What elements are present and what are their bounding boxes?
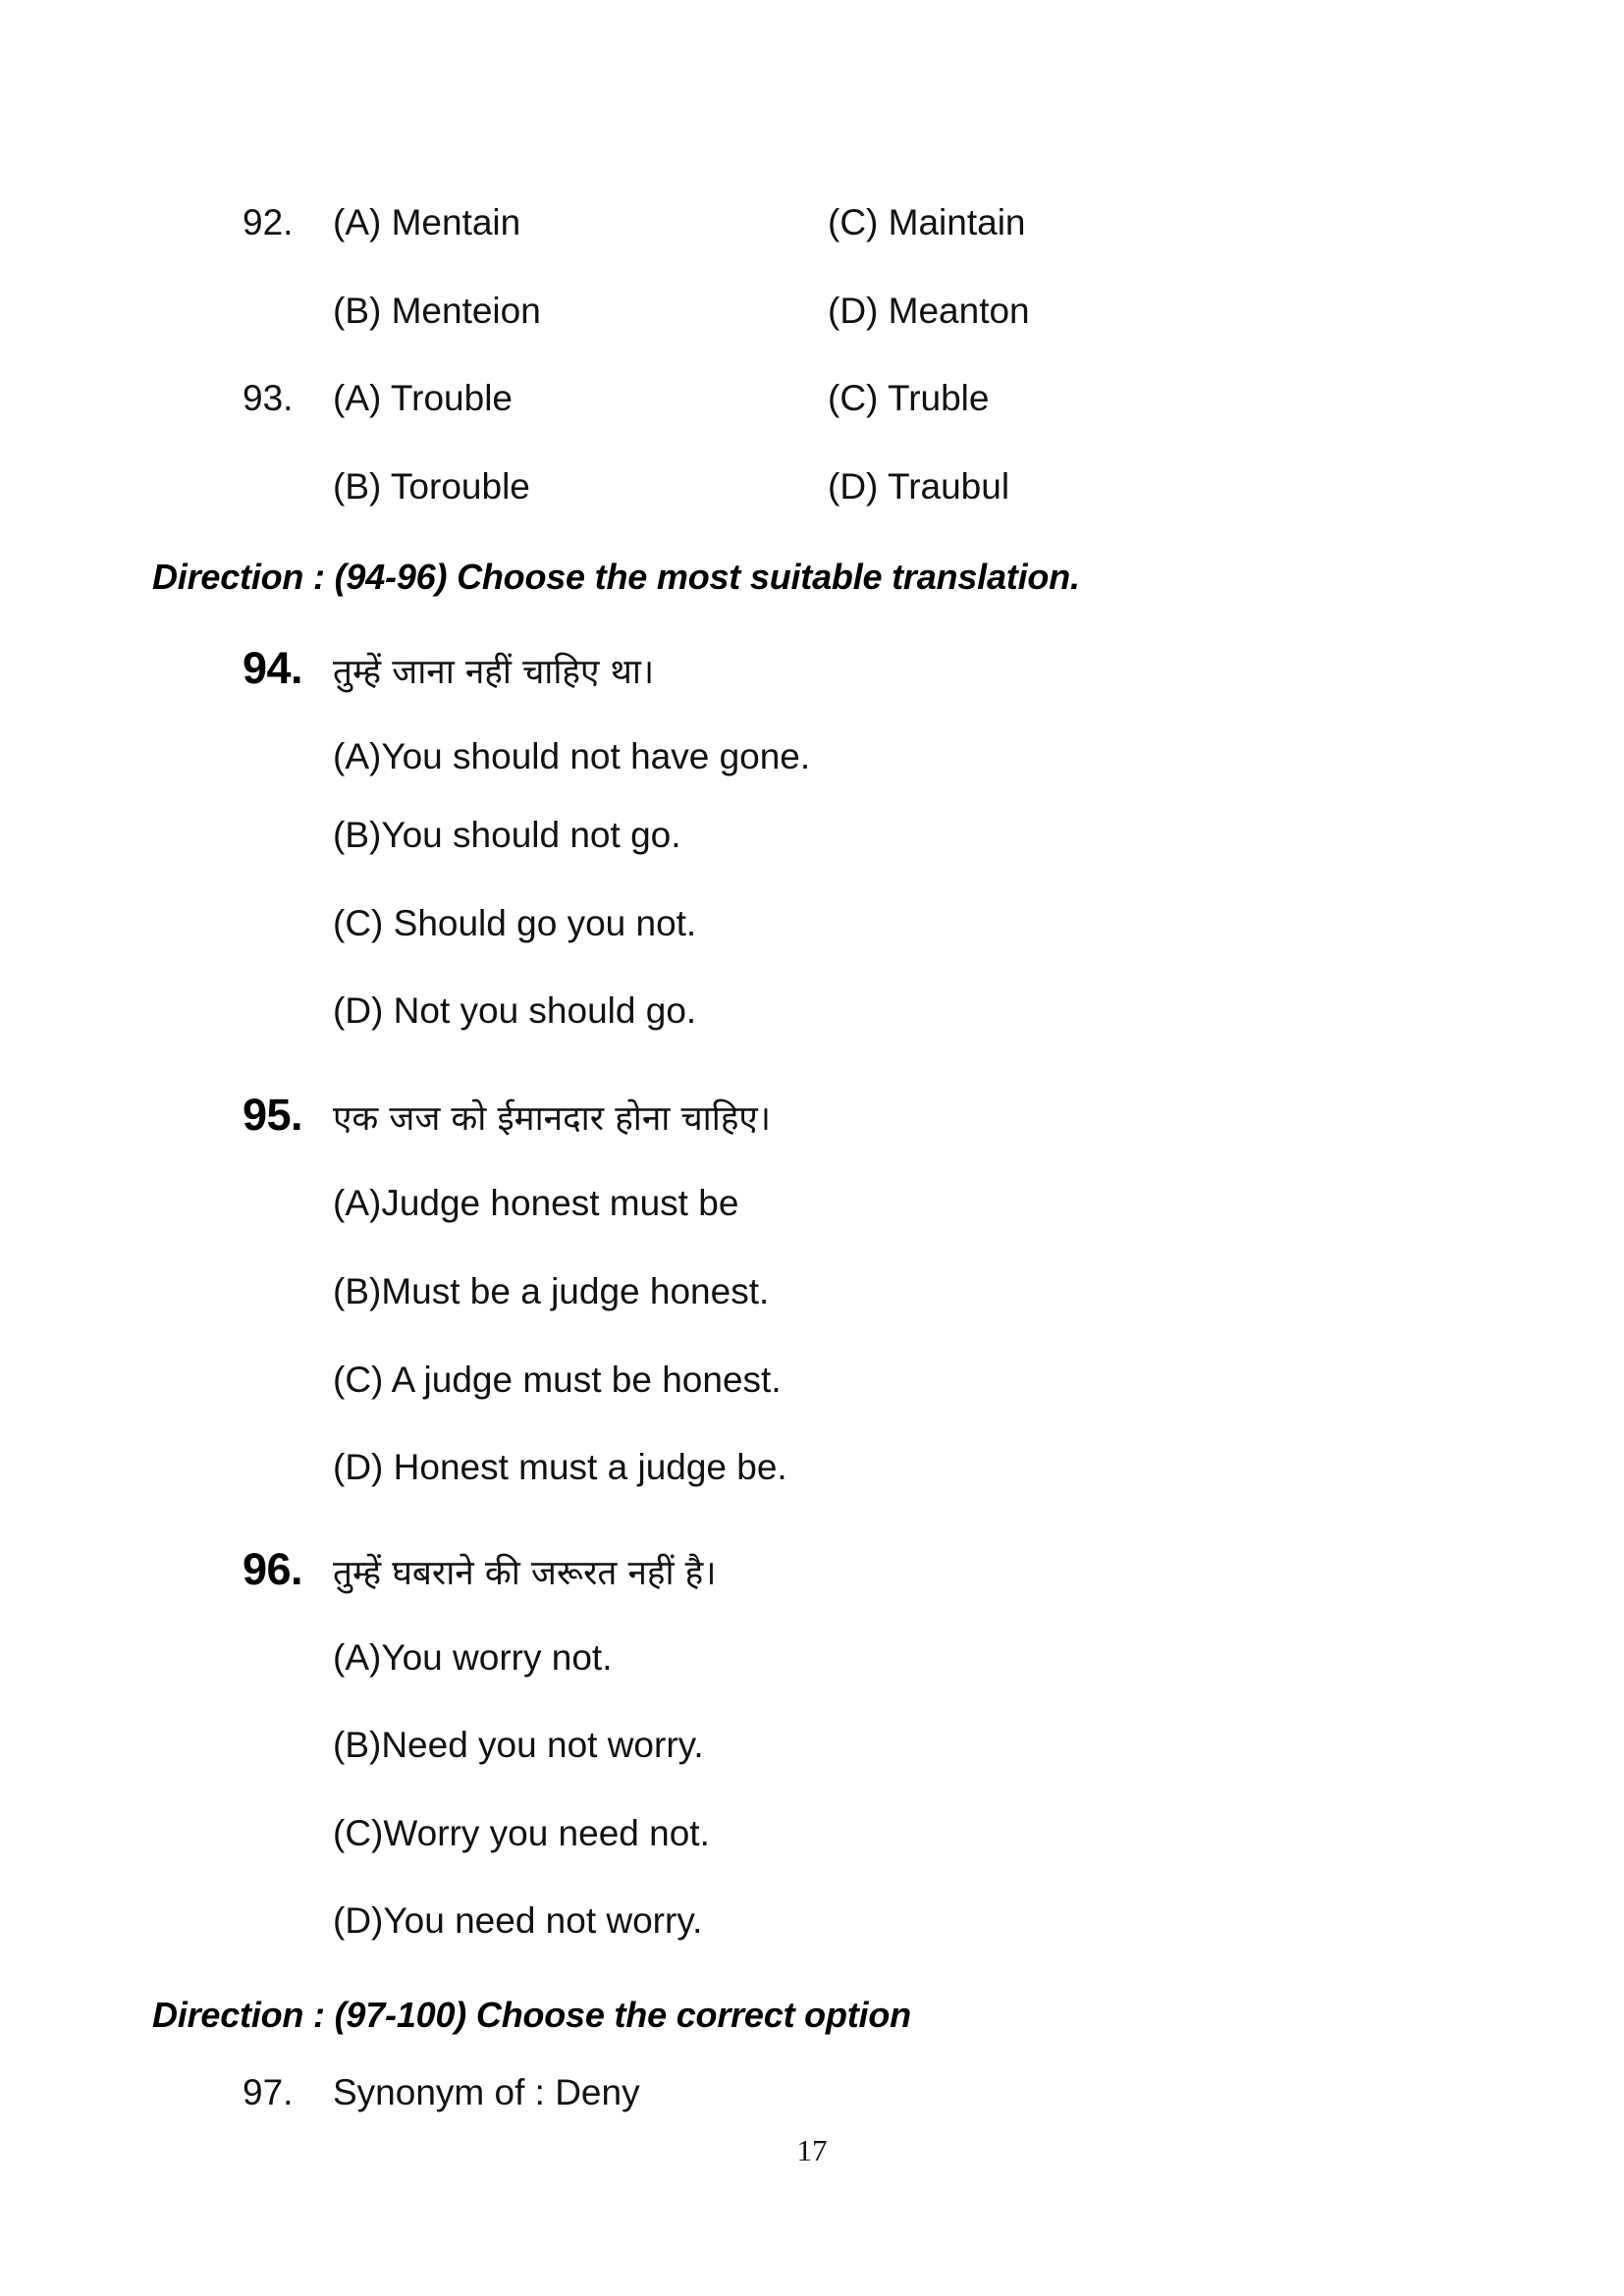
direction-97-100: Direction : (97-100) Choose the correct option — [152, 1995, 911, 2035]
question-number-95: 95. — [243, 1090, 303, 1140]
option-94-a: (A)You should not have gone. — [333, 736, 811, 776]
direction-94-96: Direction : (94-96) Choose the most suitable translation. — [152, 557, 1080, 597]
question-row-95-option-b — [333, 1273, 769, 1309]
question-row-96-option-c — [333, 1815, 710, 1851]
question-number-96: 96. — [243, 1544, 303, 1594]
option-95-d: (D) Honest must a judge be. — [333, 1447, 787, 1487]
question-row-92-line2 — [243, 293, 1030, 329]
question-row-96-option-b — [333, 1727, 704, 1763]
option-96-d: (D)You need not worry. — [333, 1900, 703, 1941]
question-row-94-option-d — [333, 992, 696, 1029]
question-row-96-option-a — [333, 1639, 612, 1676]
option-92-b: (B) Menteion — [333, 291, 541, 331]
option-92-d: (D) Meanton — [828, 291, 1030, 331]
page-number: 17 — [796, 2133, 828, 2167]
question-96-hindi-prompt: तुम्हें घबराने की जरूरत नहीं है। — [333, 1554, 717, 1593]
question-row-93-line2 — [243, 468, 1009, 505]
question-97-text: Synonym of : Deny — [333, 2072, 640, 2112]
option-92-a: (A) Mentain — [333, 202, 521, 242]
question-95-hindi-prompt: एक जज को ईमानदार होना चाहिए। — [333, 1099, 772, 1139]
question-row-92-line1 — [243, 204, 1026, 240]
question-number-97: 97. — [243, 2072, 294, 2112]
question-row-94-option-a — [333, 738, 810, 774]
option-92-c: (C) Maintain — [828, 202, 1026, 242]
question-row-97 — [243, 2074, 640, 2110]
question-row-94-prompt — [243, 643, 654, 694]
question-number-93: 93. — [243, 378, 294, 418]
question-row-96-option-d — [333, 1902, 702, 1939]
option-94-b: (B)You should not go. — [333, 815, 681, 855]
question-row-95-prompt — [243, 1090, 771, 1141]
question-row-96-prompt — [243, 1544, 717, 1595]
option-94-d: (D) Not you should go. — [333, 990, 697, 1031]
option-94-c: (C) Should go you not. — [333, 903, 697, 943]
question-row-94-option-c — [333, 905, 696, 941]
question-row-93-line1 — [243, 380, 989, 416]
option-96-c: (C)Worry you need not. — [333, 1813, 710, 1853]
question-94-hindi-prompt: तुम्हें जाना नहीं चाहिए था। — [333, 653, 655, 692]
question-row-95-option-a — [333, 1185, 738, 1221]
option-93-c: (C) Truble — [828, 378, 990, 418]
option-96-b: (B)Need you not worry. — [333, 1725, 704, 1765]
question-row-95-option-d — [333, 1449, 787, 1485]
option-95-a: (A)Judge honest must be — [333, 1183, 739, 1223]
option-96-a: (A)You worry not. — [333, 1637, 613, 1678]
option-93-b: (B) Torouble — [333, 466, 530, 507]
option-95-c: (C) A judge must be honest. — [333, 1360, 782, 1400]
option-93-d: (D) Traubul — [828, 466, 1010, 507]
question-number-94: 94. — [243, 643, 303, 693]
option-93-a: (A) Trouble — [333, 378, 514, 418]
question-number-92: 92. — [243, 202, 294, 242]
option-95-b: (B)Must be a judge honest. — [333, 1271, 770, 1311]
question-row-95-option-c — [333, 1362, 782, 1398]
question-row-94-option-b — [333, 817, 681, 853]
